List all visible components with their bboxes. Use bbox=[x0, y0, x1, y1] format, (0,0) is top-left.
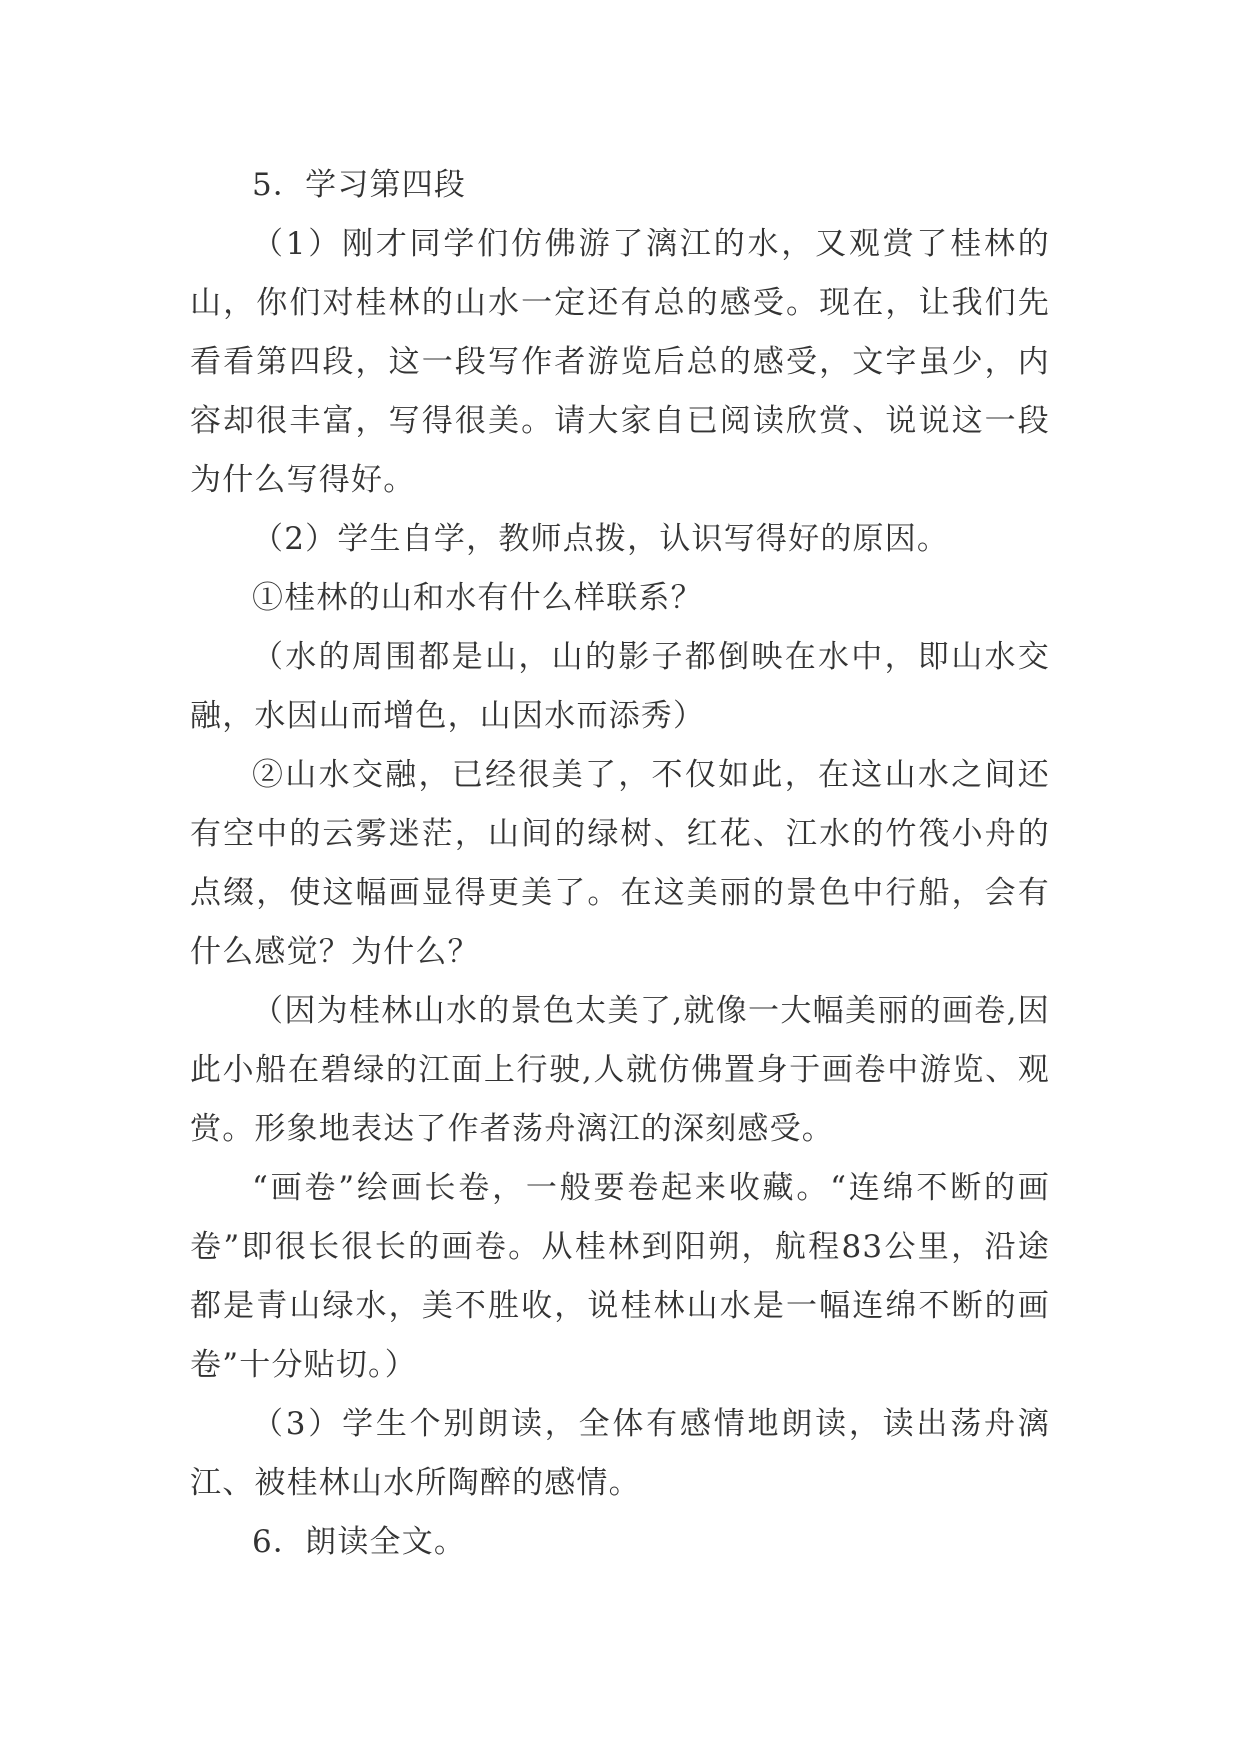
paragraph-step-2: （2）学生自学，教师点拨，认识写得好的原因。 bbox=[252, 521, 950, 557]
question-1: ①桂林的山和水有什么样联系？ bbox=[252, 580, 703, 616]
paragraph-step-1: （1）刚才同学们仿佛游了漓江的水，又观赏了桂林的山，你们对桂林的山水一定还有总的感受。现在，让我们先看看第四段，这一段写作者游览后总的感受，文字虽少，内容却很丰富，写得很美。请大家自已阅读欣赏、说说这一段为什么写得好。 bbox=[190, 226, 1050, 498]
question-2: ②山水交融，已经很美了，不仅如此，在这山水之间还有空中的云雾迷茫，山间的绿树、红花、江水的竹筏小舟的点缀，使这幅画显得更美了。在这美丽的景色中行船，会有什么感觉？为什么？ bbox=[190, 757, 1050, 970]
section-heading-6: 6．朗读全文。 bbox=[252, 1524, 467, 1560]
paragraph-step-3: （3）学生个别朗读，全体有感情地朗读，读出荡舟漓江、被桂林山水所陶醉的感情。 bbox=[190, 1406, 1050, 1501]
answer-2-part-2: “画卷”绘画长卷，一般要卷起来收藏。“连绵不断的画卷”即很长很长的画卷。从桂林到阳朔，航程83公里，沿途都是青山绿水，美不胜收，说桂林山水是一幅连绵不断的画卷”十分贴切。） bbox=[190, 1170, 1050, 1383]
document-body bbox=[190, 156, 1050, 1572]
answer-1: （水的周围都是山，山的影子都倒映在水中，即山水交融，水因山而增色，山因水而添秀） bbox=[190, 639, 1050, 734]
answer-2-part-1: （因为桂林山水的景色太美了,就像一大幅美丽的画卷,因此小船在碧绿的江面上行驶,人就仿佛置身于画卷中游览、观赏。形象地表达了作者荡舟漓江的深刻感受。 bbox=[190, 993, 1050, 1147]
section-heading-5: 5．学习第四段 bbox=[252, 167, 467, 203]
